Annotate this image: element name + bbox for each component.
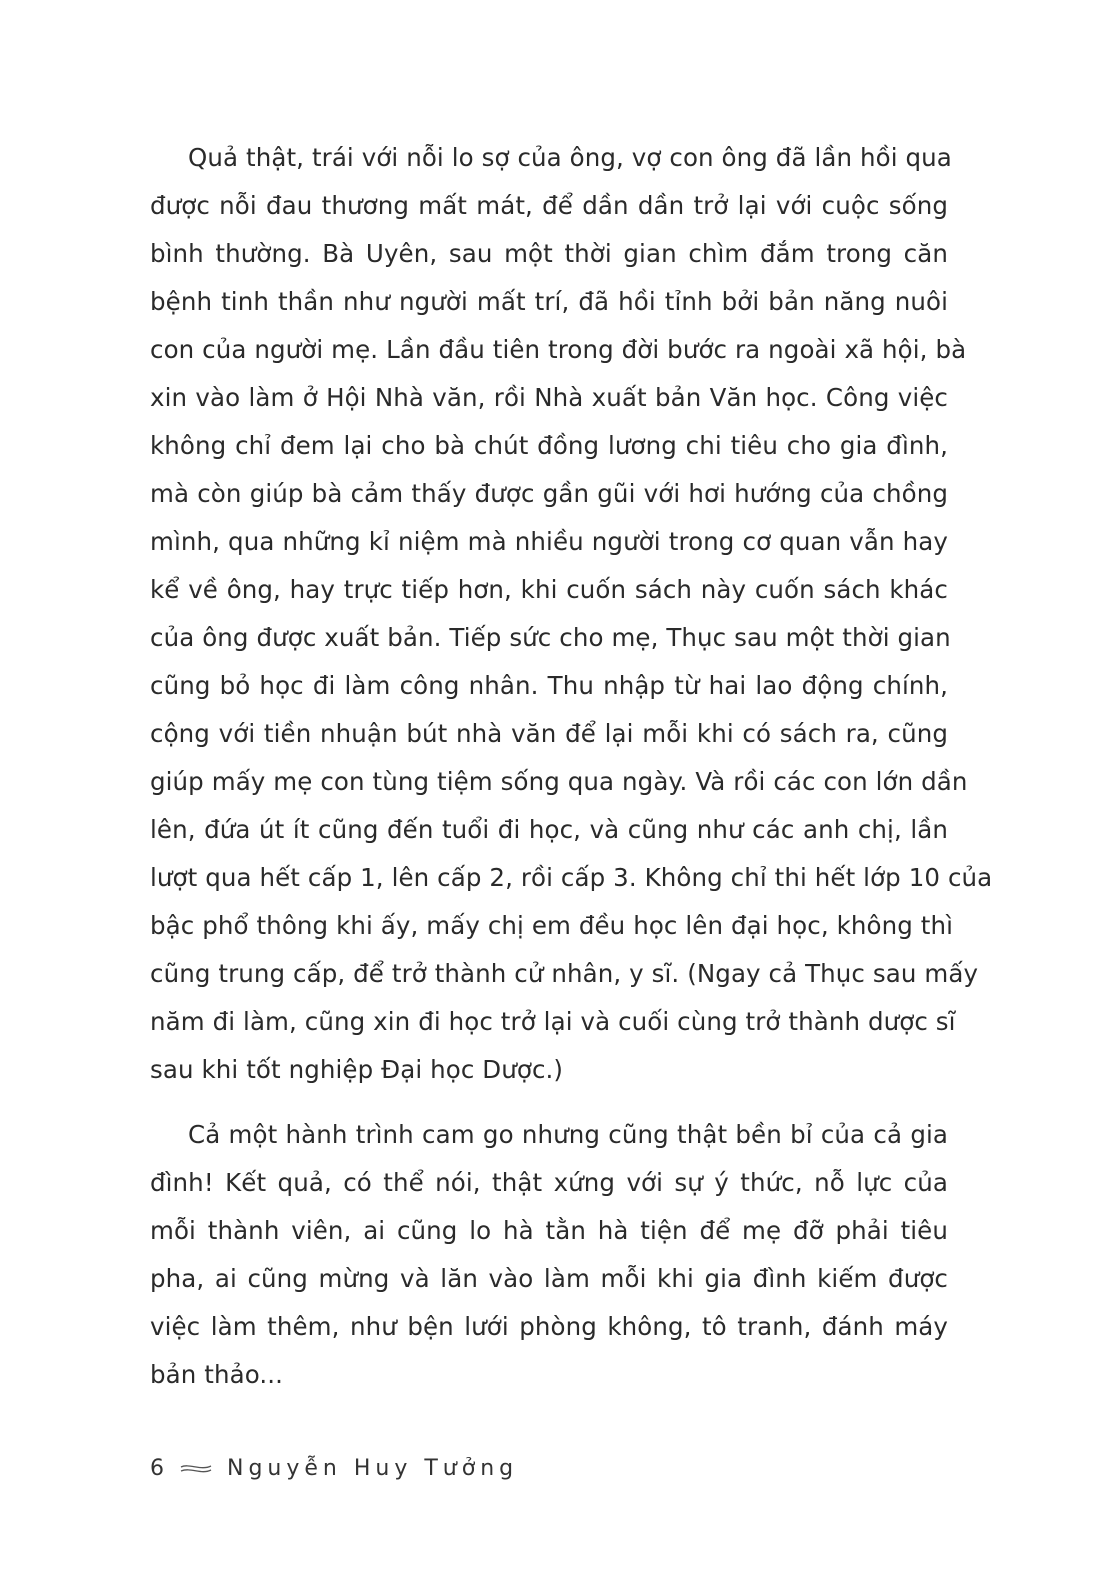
- text-line: của ông được xuất bản. Tiếp sức cho mẹ, Thục sau một thời gian: [150, 623, 951, 652]
- text-line: không chỉ đem lại cho bà chút đồng lương chi tiêu cho gia đình,: [150, 431, 948, 460]
- text-line: bình thường. Bà Uyên, sau một thời gian chìm đắm trong căn: [150, 239, 948, 268]
- text-line: sau khi tốt nghiệp Đại học Dược.): [150, 1055, 564, 1084]
- text-line: pha, ai cũng mừng và lăn vào làm mỗi khi gia đình kiếm được: [150, 1264, 948, 1293]
- page-body: [150, 134, 993, 1416]
- page-number: 6: [150, 1456, 169, 1481]
- author-name: Nguyễn Huy Tưởng: [227, 1456, 519, 1481]
- text-line: xin vào làm ở Hội Nhà văn, rồi Nhà xuất bản Văn học. Công việc: [150, 383, 948, 412]
- text-line: kể về ông, hay trực tiếp hơn, khi cuốn sách này cuốn sách khác: [150, 575, 948, 604]
- text-line: đình! Kết quả, có thể nói, thật xứng với sự ý thức, nỗ lực của: [150, 1168, 948, 1197]
- text-line: năm đi làm, cũng xin đi học trở lại và cuối cùng trở thành dược sĩ: [150, 1007, 956, 1036]
- text-line: mỗi thành viên, ai cũng lo hà tằn hà tiện để mẹ đỡ phải tiêu: [150, 1216, 948, 1245]
- text-line: lượt qua hết cấp 1, lên cấp 2, rồi cấp 3. Không chỉ thi hết lớp 10 của: [150, 863, 993, 892]
- text-line: cộng với tiền nhuận bút nhà văn để lại mỗi khi có sách ra, cũng: [150, 719, 948, 748]
- text-line: mà còn giúp bà cảm thấy được gần gũi với hơi hướng của chồng: [150, 479, 948, 508]
- text-line: được nỗi đau thương mất mát, để dần dần trở lại với cuộc sống: [150, 191, 948, 220]
- text-line: bậc phổ thông khi ấy, mấy chị em đều học lên đại học, không thì: [150, 911, 954, 940]
- text-line: Quả thật, trái với nỗi lo sợ của ông, vợ con ông đã lần hồi qua: [188, 143, 952, 172]
- text-line: cũng bỏ học đi làm công nhân. Thu nhập từ hai lao động chính,: [150, 671, 948, 700]
- text-line: bản thảo...: [150, 1360, 284, 1389]
- text-line: Cả một hành trình cam go nhưng cũng thật bền bỉ của cả gia: [188, 1120, 948, 1149]
- text-line: bệnh tinh thần như người mất trí, đã hồi tỉnh bởi bản năng nuôi: [150, 287, 948, 316]
- text-line: cũng trung cấp, để trở thành cử nhân, y sĩ. (Ngay cả Thục sau mấy: [150, 959, 979, 988]
- paragraph: [150, 1111, 948, 1399]
- text-line: con của người mẹ. Lần đầu tiên trong đời bước ra ngoài xã hội, bà: [150, 335, 967, 364]
- paragraph: [150, 134, 993, 1094]
- ornament-icon: [179, 1462, 213, 1476]
- page-footer: [150, 1456, 518, 1481]
- text-line: việc làm thêm, như bện lưới phòng không, tô tranh, đánh máy: [150, 1312, 948, 1341]
- text-line: mình, qua những kỉ niệm mà nhiều người trong cơ quan vẫn hay: [150, 527, 948, 556]
- text-line: giúp mấy mẹ con tùng tiệm sống qua ngày. Và rồi các con lớn dần: [150, 767, 968, 796]
- text-line: lên, đứa út ít cũng đến tuổi đi học, và cũng như các anh chị, lần: [150, 815, 948, 844]
